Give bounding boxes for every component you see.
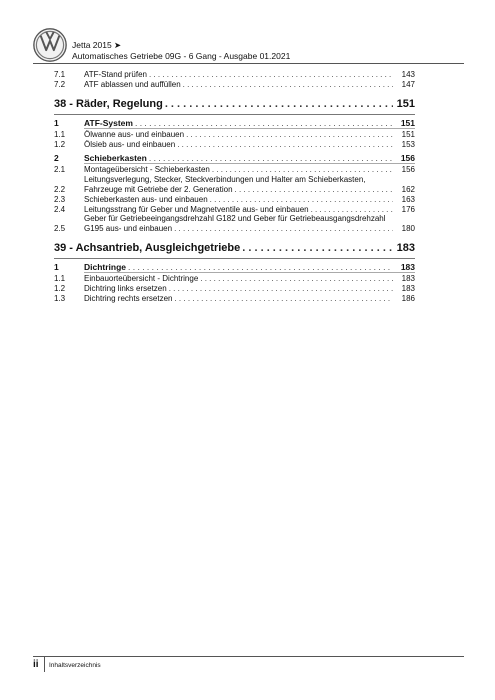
toc-title: ATF-Stand prüfen (84, 70, 147, 80)
toc-page: 162 (401, 184, 415, 194)
toc-page: 147 (401, 80, 415, 90)
toc-leader (177, 140, 393, 150)
toc-page: 186 (401, 294, 415, 304)
toc-number: 2.1 (54, 164, 66, 174)
footer-separator (44, 656, 45, 672)
toc-title: 38 - Räder, Regelung (54, 97, 163, 110)
toc-leader (135, 118, 393, 128)
toc-entry[interactable] (54, 294, 415, 304)
table-of-contents (54, 70, 415, 304)
toc-page: 180 (401, 224, 415, 234)
toc-page: 151 (401, 129, 415, 139)
toc-page: 163 (401, 194, 415, 204)
footer-page-number: ii (33, 659, 39, 670)
toc-page: 156 (400, 152, 415, 163)
toc-page: 183 (396, 242, 415, 255)
toc-leader (200, 274, 393, 284)
toc-section[interactable] (54, 153, 415, 163)
toc-number: 1 (54, 262, 59, 273)
toc-number: 2.5 (54, 224, 66, 234)
toc-entry[interactable] (54, 205, 415, 215)
toc-entry[interactable] (54, 274, 415, 284)
toc-number: 2 (54, 152, 59, 163)
toc-number: 1.3 (54, 294, 66, 304)
toc-leader (210, 195, 393, 205)
toc-section[interactable] (54, 118, 415, 128)
section-divider (84, 272, 415, 273)
toc-leader (149, 70, 393, 80)
toc-title: Dichtringe (84, 262, 127, 273)
vw-logo-icon (33, 28, 67, 62)
toc-leader (235, 185, 393, 195)
toc-title: Fahrzeuge mit Getriebe der 2. Generation (84, 184, 233, 194)
toc-number: 1.1 (54, 274, 66, 284)
toc-title: Schieberkasten aus- und einbauen (84, 194, 208, 204)
toc-chapter[interactable] (54, 242, 415, 255)
toc-leader (128, 262, 393, 272)
header-divider (33, 63, 464, 64)
toc-title: Schieberkasten (84, 152, 147, 163)
toc-leader (149, 153, 393, 163)
toc-title: 39 - Achsantrieb, Ausgleichgetriebe (54, 242, 241, 255)
toc-title: ATF ablassen und auffüllen (84, 80, 181, 90)
header-subtitle: Automatisches Getriebe 09G - 6 Gang - Ausgabe 01.2021 (72, 51, 291, 61)
toc-number: 1.2 (54, 139, 66, 149)
toc-page: 183 (401, 274, 415, 284)
toc-title: ATF-System (84, 117, 133, 128)
toc-leader (311, 205, 393, 215)
toc-entry[interactable] (54, 80, 415, 90)
footer-divider (33, 656, 464, 657)
toc-chapter[interactable] (54, 98, 415, 111)
toc-page: 176 (401, 204, 415, 214)
toc-leader (169, 284, 393, 294)
footer-section-label: Inhaltsverzeichnis (49, 662, 101, 669)
toc-title: Dichtring links ersetzen (84, 284, 167, 294)
toc-title: Ölwanne aus- und einbauen (84, 129, 185, 139)
toc-leader (183, 80, 393, 90)
toc-page: 151 (400, 117, 415, 128)
toc-entry[interactable] (54, 175, 415, 195)
toc-leader (174, 294, 393, 304)
toc-page: 156 (401, 164, 415, 174)
toc-page: 143 (401, 70, 415, 80)
section-divider (84, 128, 415, 129)
toc-entry[interactable] (54, 140, 415, 150)
toc-leader (174, 224, 393, 234)
toc-entry[interactable] (54, 284, 415, 294)
toc-entry[interactable] (54, 214, 415, 234)
toc-entry[interactable] (54, 165, 415, 175)
toc-leader (212, 165, 393, 175)
toc-entry[interactable] (54, 195, 415, 205)
toc-title: Montageübersicht - Schieberkasten (84, 164, 210, 174)
toc-title: Dichtring rechts ersetzen (84, 294, 173, 304)
chapter-divider (54, 114, 415, 115)
toc-section[interactable] (54, 262, 415, 272)
toc-title-line: Leitungsverlegung, Stecker, Steckverbindungen und Halter am Schieberkasten, (84, 174, 366, 184)
toc-page: 151 (396, 97, 415, 110)
toc-leader (165, 98, 393, 111)
toc-title-line: Geber für Getriebeeingangsdrehzahl G182 und Geber für Getriebeausgangsdrehzahl (84, 214, 386, 224)
toc-number: 1.2 (54, 284, 66, 294)
toc-number: 1 (54, 117, 59, 128)
toc-number: 2.4 (54, 204, 66, 214)
toc-leader (186, 130, 393, 140)
toc-entry[interactable] (54, 70, 415, 80)
toc-number: 2.3 (54, 194, 66, 204)
toc-entry[interactable] (54, 130, 415, 140)
toc-page: 183 (400, 262, 415, 273)
section-divider (84, 163, 415, 164)
toc-page: 183 (401, 284, 415, 294)
toc-title: Leitungsstrang für Geber und Magnetventile aus- und einbauen (84, 204, 309, 214)
toc-number: 1.1 (54, 129, 66, 139)
toc-number: 7.2 (54, 80, 66, 90)
toc-number: 2.2 (54, 184, 66, 194)
toc-title: G195 aus- und einbauen (84, 224, 173, 234)
toc-leader (242, 242, 393, 255)
toc-title: Ölsieb aus- und einbauen (84, 139, 176, 149)
toc-title: Einbauorteübersicht - Dichtringe (84, 274, 199, 284)
header-model: Jetta 2015 ➤ (72, 40, 122, 50)
toc-number: 7.1 (54, 70, 66, 80)
chapter-divider (54, 258, 415, 259)
toc-page: 153 (401, 139, 415, 149)
